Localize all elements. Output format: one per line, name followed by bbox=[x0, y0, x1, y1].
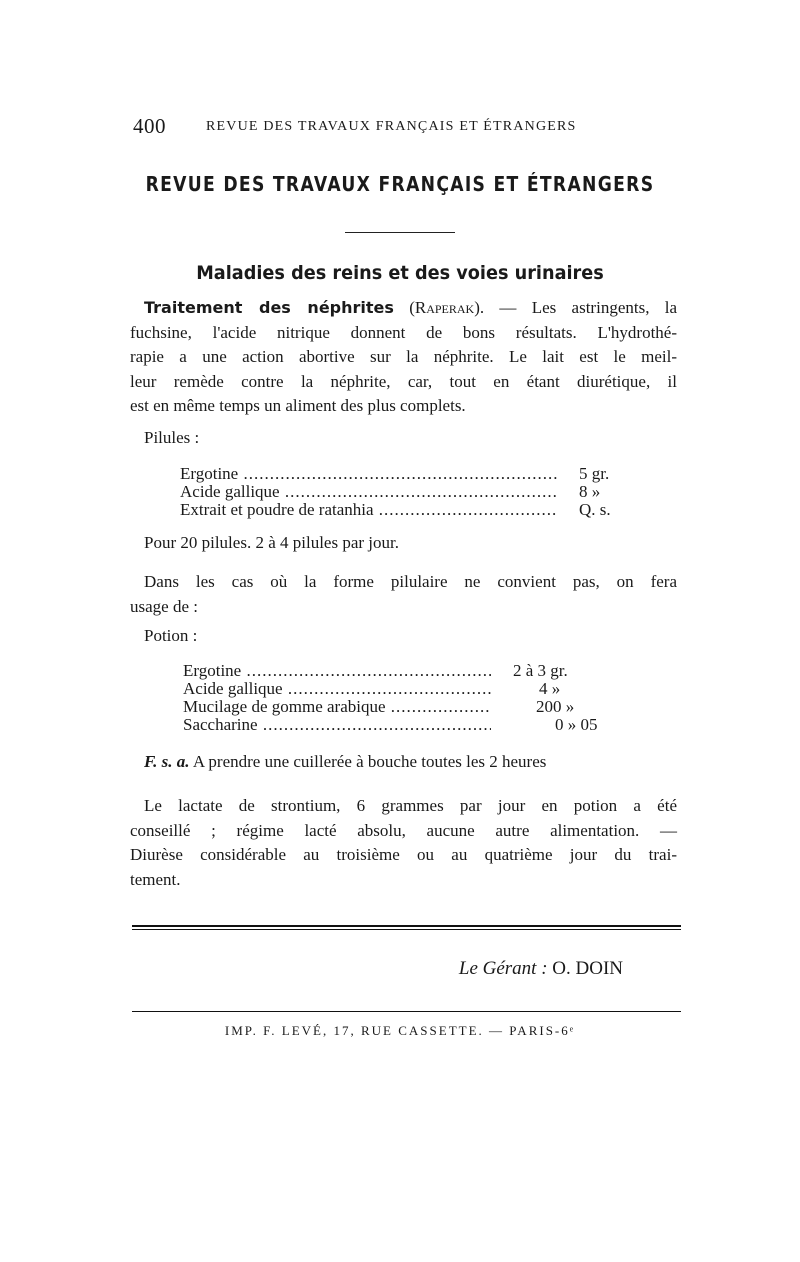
ingredient-quantity: 5 gr. bbox=[579, 464, 610, 483]
article-line: rapie a une action abortive sur la néphrite. Le lait est le meil- bbox=[130, 347, 677, 366]
prescription-row bbox=[180, 483, 640, 501]
ingredient-name: Extrait et poudre de ratanhia ..... bbox=[180, 501, 558, 519]
page-number: 400 bbox=[133, 114, 166, 138]
title-divider bbox=[345, 232, 455, 233]
end-rule-thin bbox=[132, 929, 681, 930]
prescription-row bbox=[180, 465, 640, 483]
potion-label: Potion : bbox=[144, 626, 198, 645]
ingredient-quantity: Q. s. bbox=[579, 500, 611, 519]
transition-paragraph bbox=[130, 570, 677, 619]
article-paragraph bbox=[130, 296, 677, 419]
author-close: ). — bbox=[474, 298, 532, 317]
ingredient-name: Ergotine ..... bbox=[183, 662, 491, 680]
prescription-row bbox=[183, 662, 623, 680]
transition-line: usage de : bbox=[130, 596, 198, 616]
article-line-rest: Les astringents, la bbox=[531, 298, 678, 317]
running-head bbox=[133, 114, 613, 142]
author-open: ( bbox=[393, 298, 415, 317]
end-rule-thick bbox=[132, 925, 681, 927]
ingredient-name: Saccharine ..... bbox=[183, 716, 491, 734]
conclusion-line: conseillé ; régime lacté absolu, aucune autre alimentation. — bbox=[130, 820, 677, 840]
printer-imprint: IMP. F. LEVÉ, 17, RUE CASSETTE. — PARIS-6ᵉ bbox=[224, 1023, 576, 1038]
prescription-row bbox=[183, 680, 623, 698]
ingredient-name: Mucilage de gomme arabique ..... bbox=[183, 698, 491, 716]
signature bbox=[420, 958, 623, 980]
conclusion-line: Diurèse considérable au troisième ou au quatrième jour du trai- bbox=[130, 845, 677, 864]
subsection-title: Maladies des reins et des voies urinaires bbox=[196, 262, 604, 284]
ingredient-name: Acide gallique ..... bbox=[180, 483, 558, 501]
potion-instructions: A prendre une cuillerée à bouche toutes les 2 heures bbox=[189, 752, 547, 771]
ingredient-quantity: 200 » bbox=[536, 697, 575, 716]
prescription-row bbox=[183, 716, 623, 734]
ingredient-name: Ergotine ..... bbox=[180, 465, 558, 483]
transition-line: Dans les cas où la forme pilulaire ne convient pas, on fera bbox=[144, 572, 677, 591]
potion-instructions-line bbox=[144, 752, 546, 772]
ingredient-quantity: 0 » 05 bbox=[555, 715, 598, 734]
article-line: fuchsine, l'acide nitrique donnent de bons résultats. L'hydrothé- bbox=[130, 322, 677, 342]
pilules-prescription bbox=[180, 465, 640, 519]
pilules-label: Pilules : bbox=[144, 428, 200, 447]
article-heading: Traitement des néphrites bbox=[144, 298, 394, 317]
imprint-rule bbox=[132, 1011, 681, 1012]
article-first-line bbox=[130, 296, 677, 321]
section-title: REVUE DES TRAVAUX FRANÇAIS ET ÉTRANGERS bbox=[145, 172, 655, 196]
running-title: REVUE DES TRAVAUX FRANÇAIS ET ÉTRANGERS bbox=[206, 119, 577, 134]
ingredient-name: Acide gallique ..... bbox=[183, 680, 491, 698]
article-line: est en même temps un aliment des plus complets. bbox=[130, 396, 466, 415]
ingredient-quantity: 4 » bbox=[539, 679, 561, 698]
article-line: leur remède contre la néphrite, car, tout en étant diurétique, il bbox=[130, 371, 677, 391]
prescription-row bbox=[180, 501, 640, 519]
pilules-posology: Pour 20 pilules. 2 à 4 pilules par jour. bbox=[144, 533, 399, 552]
fs-abbreviation: F. s. a. bbox=[144, 752, 190, 771]
signature-name: O. DOIN bbox=[552, 958, 623, 979]
article-author: Raperak bbox=[414, 298, 475, 317]
conclusion-paragraph bbox=[130, 794, 677, 892]
prescription-row bbox=[183, 698, 623, 716]
potion-prescription bbox=[183, 662, 623, 734]
signature-label: Le Gérant : bbox=[458, 958, 548, 979]
conclusion-line: tement. bbox=[130, 869, 181, 889]
ingredient-quantity: 2 à 3 gr. bbox=[513, 661, 568, 680]
conclusion-line: Le lactate de strontium, 6 grammes par jour en potion a été bbox=[144, 796, 677, 815]
ingredient-quantity: 8 » bbox=[579, 482, 601, 501]
